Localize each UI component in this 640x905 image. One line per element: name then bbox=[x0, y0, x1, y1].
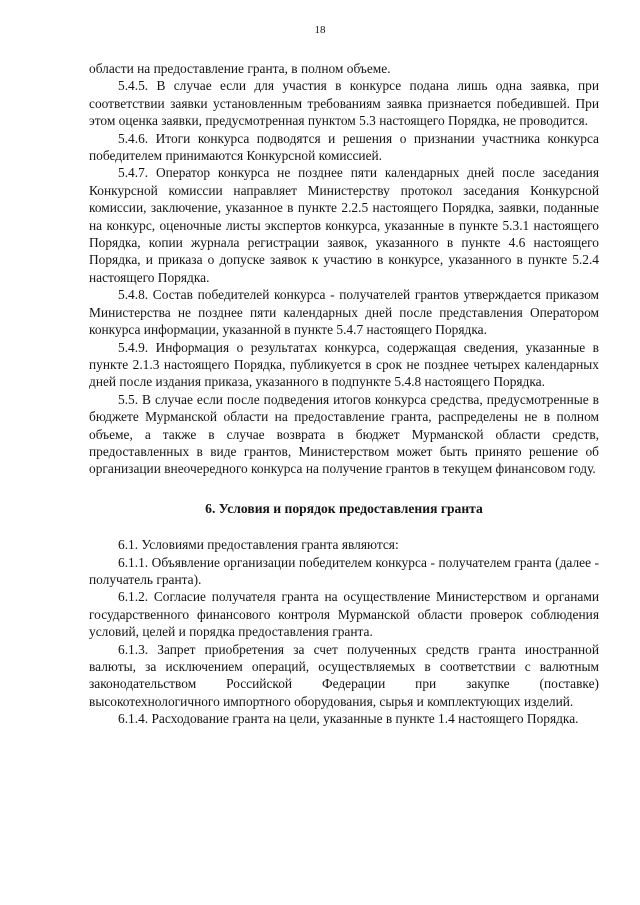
document-body bbox=[89, 60, 599, 728]
paragraph-group-before-heading bbox=[89, 60, 599, 478]
paragraph-6-1-3: 6.1.3. Запрет приобретения за счет полученных средств гранта иностранной валюты, за исключением операций, осуществляемых в соответствии с валютным законодательством Российской Федерации при закупке (поставке) высокотехнологичного импортного оборудования, сырья и комплектующих изделий. bbox=[89, 641, 599, 709]
paragraph-6-1-2: 6.1.2. Согласие получателя гранта на осуществление Министерством и органами государственного финансового контроля Мурманской области проверок соблюдения условий, целей и порядка предоставления гранта. bbox=[89, 589, 599, 640]
paragraph-6-1-1: 6.1.1. Объявление организации победителем конкурса - получателем гранта (далее - получатель гранта). bbox=[89, 554, 599, 587]
paragraph-5-4-5: 5.4.5. В случае если для участия в конкурсе подана лишь одна заявка, при соответствии заявки установленным требованиям заявка признается победившей. При этом оценка заявки, предусмотренная пунктом 5.3 настоящего Порядка, не проводится. bbox=[89, 78, 599, 129]
page-number: 18 bbox=[314, 24, 326, 36]
paragraph-6-1: 6.1. Условиями предоставления гранта являются: bbox=[118, 537, 399, 553]
paragraph-5-4-7: 5.4.7. Оператор конкурса не позднее пяти календарных дней после заседания Конкурсной комиссии направляет Министерству протокол заседания Конкурсной комиссии, заключение, указанное в пункте 2.2.5 настоящего Порядка, заявки, поданные на конкурс, оценочные листы экспертов конкурса, указанные в пункте 5.3.1 настоящего Порядка, копии журнала регистрации заявок, указанного в пункте 4.6 настоящего Порядка, и приказа о допуске заявок к участию в конкурсе, указанного в пункте 5.2.4 настоящего Порядка. bbox=[89, 165, 599, 285]
paragraph-5-4-9: 5.4.9. Информация о результатах конкурса, содержащая сведения, указанные в пункте 2.1.3 настоящего Порядка, публикуется в срок не позднее четырех календарных дней после издания приказа, указанного в подпункте 5.4.8 настоящего Порядка. bbox=[89, 339, 599, 390]
paragraph: области на предоставление гранта, в полном объеме. bbox=[89, 61, 391, 76]
paragraph-6-1-4: 6.1.4. Расходование гранта на цели, указанные в пункте 1.4 настоящего Порядка. bbox=[118, 711, 579, 727]
section-heading: 6. Условия и порядок предоставления гранта bbox=[205, 500, 483, 516]
paragraph-group-after-heading bbox=[89, 536, 599, 727]
paragraph-5-4-8: 5.4.8. Состав победителей конкурса - получателей грантов утверждается приказом Министерства не позднее пяти календарных дней после представления Оператором конкурса информации, указанной в пункте 5.4.7 настоящего Порядка. bbox=[89, 287, 599, 338]
paragraph-5-4-6: 5.4.6. Итоги конкурса подводятся и решения о признании участника конкурса победителем принимаются Конкурсной комиссией. bbox=[89, 130, 599, 164]
paragraph-5-5: 5.5. В случае если после подведения итогов конкурса средства, предусмотренные в бюджете Мурманской области на предоставление гранта, распределены не в полном объеме, а также в случае возврата в бюджет Мурманской области средств, предоставленных в виде грантов, Министерством может быть принято решение об организации внеочередного конкурса на получение грантов в текущем финансовом году. bbox=[89, 391, 599, 477]
